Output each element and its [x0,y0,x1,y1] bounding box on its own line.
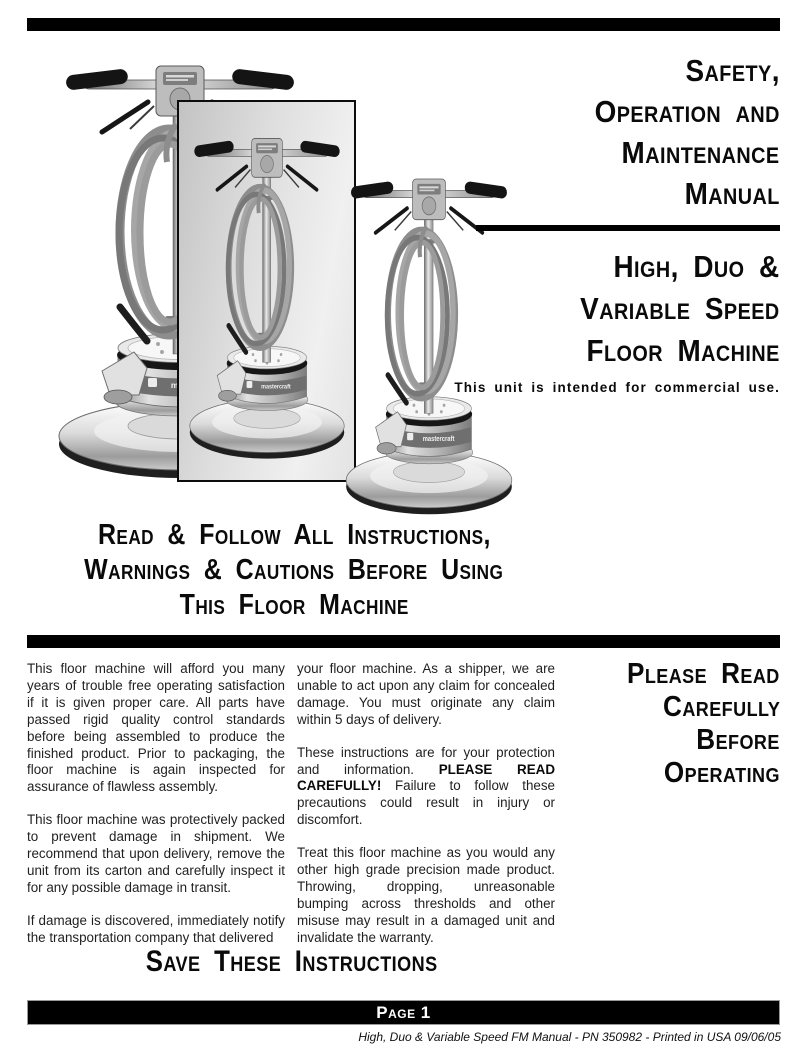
save-instructions-heading: Save These Instructions [146,945,438,978]
title-line: Safety, [685,53,780,88]
page-number-bar: Page 1 [27,1000,780,1025]
body-column-right [297,661,555,963]
aside-line: Carefully [662,691,780,723]
read-carefully-emphasis: PLEASE READ CAREFULLY! [297,761,555,794]
paragraph-text: These instructions are for your protection and information. [297,744,555,777]
please-read-aside [610,658,780,790]
aside-line: Before [696,724,780,756]
paragraph [297,745,555,830]
title-line: Maintenance [621,135,780,170]
model-title [558,246,780,372]
paragraph: your floor machine. As a shipper, we are unable to act upon any claim for concealed damage. You must originate any claim within 5 days of delivery. [297,661,555,727]
title-divider-rule [476,225,780,231]
model-line: Variable Speed [580,291,780,326]
paragraph: If damage is discovered, immediately notify the transportation company that delivered [27,912,285,945]
section-divider-rule [27,635,780,648]
aside-line: Operating [663,757,780,789]
manual-info-footer: High, Duo & Variable Speed FM Manual - PN 350982 - Printed in USA 09/06/05 [358,1030,781,1044]
floor-machine-photo-right [340,166,518,524]
manual-title [574,50,780,214]
title-line: Manual [684,176,780,211]
paragraph-text: Failure to follow these precautions could result in injury or discomfort. [297,778,555,828]
commercial-use-note: This unit is intended for commercial use. [454,380,780,395]
heading-line: This Floor Machine [179,589,409,621]
paragraph: This floor machine was protectively packed to prevent damage in shipment. We recommend that upon delivery, remove the unit from its carton and carefully inspect it for any possible damage in transit. [27,812,285,895]
machine-photo-frame [177,100,356,482]
paragraph: This floor machine will afford you many years of trouble free operating satisfaction if it is given proper care. All parts have passed rigid quality control standards before being assembled to produce the finished product. Prior to packaging, the floor machine is again inspected for assurance of flawless assembly. [27,661,285,795]
aside-line: Please Read [627,658,780,690]
top-rule [27,18,780,31]
model-line: High, Duo & [613,249,780,284]
model-line: Floor Machine [586,333,780,368]
heading-line: Read & Follow All Instructions, [97,519,491,551]
heading-line: Warnings & Cautions Before Using [84,554,504,586]
title-line: Operation and [594,94,780,129]
paragraph: Treat this floor machine as you would any other high grade precision made product. Throwing, dropping, unreasonable bumping across thresholds and other misuse may result in a damaged unit and invalidate the warranty. [297,845,555,945]
read-follow-heading [14,518,574,623]
floor-machine-photo-center [184,126,350,468]
body-column-left [27,661,285,963]
